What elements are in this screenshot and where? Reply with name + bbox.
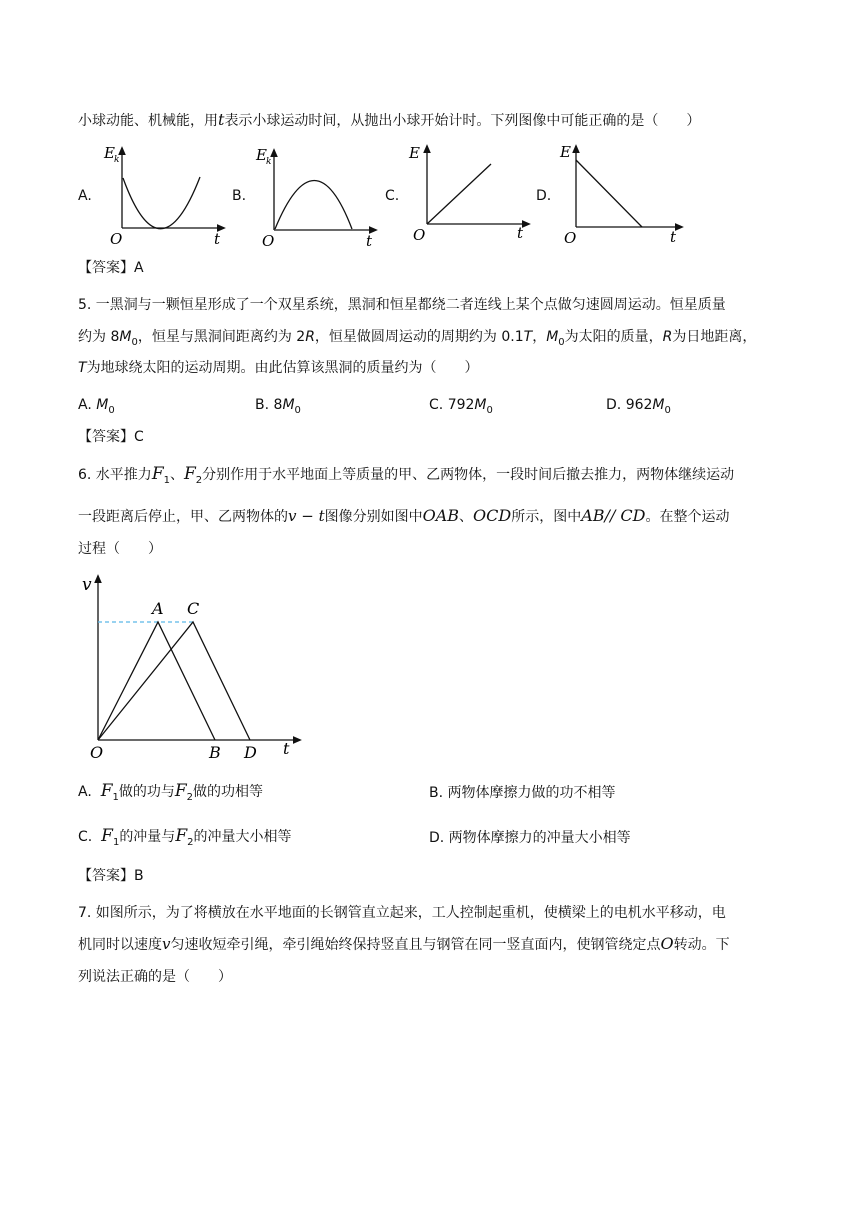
ek-curve-arch xyxy=(275,181,352,230)
y-axis-label: E xyxy=(560,143,571,161)
graph-a xyxy=(100,140,230,248)
graph-d xyxy=(558,140,688,248)
q6-option-c[interactable]: C. $F_1$的冲量与$F_2$的冲量大小相等 xyxy=(78,826,292,848)
q6-line-2: 一段距离后停止，甲、乙两物体的v − t图像分别如图中OAB、OCD所示，图中AB// CD。在整个运动 xyxy=(78,506,730,525)
q6-answer: 【答案】B xyxy=(78,868,144,884)
point-o-label: O xyxy=(90,743,104,760)
q6-line-1: 6. 水平推力$F_1$、$F_2$分别作用于水平地面上等质量的甲、乙两物体，一段时间后撤去推力，两物体继续运动 xyxy=(78,464,735,486)
line-ocd xyxy=(98,622,250,740)
q5-line-2: 约为 $8M_0$，恒星与黑洞间距离约为 2R，恒星做圆周运动的周期约为 0.1T，$M_0$为太阳的质量，R为日地距离， xyxy=(78,329,757,348)
q7-line-1: 7. 如图所示，为了将横放在水平地面的长钢管直立起来，工人控制起重机，使横梁上的电机水平移动，电 xyxy=(78,905,726,921)
q5-option-c[interactable]: C. $792M_0$ xyxy=(429,397,493,416)
point-c-label: C xyxy=(187,599,200,618)
y-axis-subscript: k xyxy=(114,155,120,165)
y-axis-label: E xyxy=(409,144,420,162)
origin-label: O xyxy=(564,229,577,247)
q5-option-b[interactable]: B. $8M_0$ xyxy=(255,397,301,416)
y-axis-label: E xyxy=(256,146,267,164)
x-axis-label: t xyxy=(214,230,221,248)
point-b-label: B xyxy=(209,743,221,760)
origin-label: O xyxy=(413,226,426,244)
x-axis-label: t xyxy=(366,232,373,250)
q6-option-d[interactable]: D. 两物体摩擦力的冲量大小相等 xyxy=(429,830,631,846)
q4-stem: 小球动能、机械能，用t表示小球运动时间，从抛出小球开始计时。下列图像中可能正确的是（ ） xyxy=(78,110,701,129)
origin-label: O xyxy=(262,232,275,250)
ek-curve-parabola xyxy=(123,177,200,229)
q5-answer: 【答案】C xyxy=(78,429,144,445)
e-line-rising xyxy=(427,164,491,224)
q4-answer: 【答案】A xyxy=(78,260,144,276)
q4-option-c-label: C. xyxy=(385,188,400,204)
line-oab xyxy=(98,622,215,740)
x-axis-label: t xyxy=(670,228,677,246)
q5-option-a[interactable]: A. $M_0$ xyxy=(78,397,115,416)
v-axis-label: v xyxy=(82,575,92,595)
q6-line-3: 过程（ ） xyxy=(78,541,162,557)
q6-option-b[interactable]: B. 两物体摩擦力做的功不相等 xyxy=(429,785,616,801)
graph-c xyxy=(405,138,535,246)
q5-option-d[interactable]: D. $962M_0$ xyxy=(606,397,671,416)
graph-b xyxy=(252,142,382,250)
y-axis-label: E xyxy=(104,144,115,162)
point-a-label: A xyxy=(152,599,164,618)
q5-line-1: 5. 一黑洞与一颗恒星形成了一个双星系统，黑洞和恒星都绕二者连线上某个点做匀速圆周运动。恒星质量 xyxy=(78,297,726,313)
vt-graph xyxy=(78,570,308,760)
q7-line-2: 机同时以速度v匀速收短牵引绳，牵引绳始终保持竖直且与钢管在同一竖直面内，使钢管绕定点O转动。下 xyxy=(78,934,730,953)
q4-option-b-label: B. xyxy=(232,188,247,204)
x-axis-label: t xyxy=(517,224,524,242)
e-line-falling xyxy=(576,160,642,227)
q7-line-3: 列说法正确的是（ ） xyxy=(78,969,232,985)
y-axis-subscript: k xyxy=(266,157,272,167)
t-axis-label: t xyxy=(283,739,290,758)
q4-option-a-label: A. xyxy=(78,188,92,204)
origin-label: O xyxy=(110,230,123,248)
point-d-label: D xyxy=(244,743,257,760)
q4-option-d-label: D. xyxy=(536,188,552,204)
q6-option-a[interactable]: A. $F_1$做的功与$F_2$做的功相等 xyxy=(78,781,264,803)
q5-line-3: T为地球绕太阳的运动周期。由此估算该黑洞的质量约为（ ） xyxy=(78,360,479,376)
